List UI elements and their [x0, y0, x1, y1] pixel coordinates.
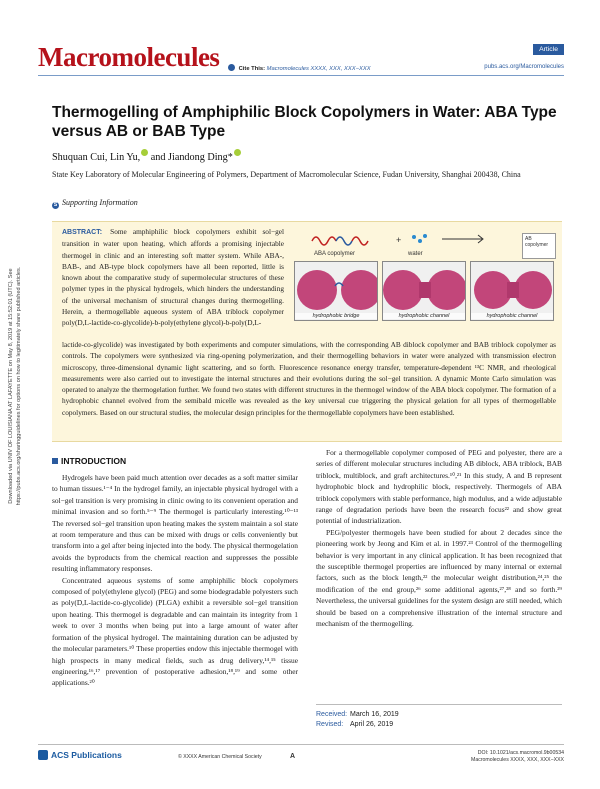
- cite-value: Macromolecules XXXX, XXX, XXX−XXX: [266, 66, 371, 72]
- article-type-badge: Article: [533, 44, 564, 55]
- acs-publications-logo[interactable]: [38, 750, 122, 760]
- supporting-info-icon: S: [53, 202, 58, 208]
- toc-label-water: water: [408, 251, 423, 257]
- acs-logo-icon: [38, 750, 48, 760]
- doi-link[interactable]: DOI: 10.1021/acs.macromol.9b00534: [477, 750, 564, 756]
- toc-legend-text: AB copolymer: [525, 236, 549, 248]
- toc-panel-channel-2: [470, 261, 554, 321]
- polymer-chain-icon: [336, 237, 352, 245]
- page-number: A: [290, 753, 296, 760]
- body-column-right: [316, 447, 562, 630]
- revised-label: Revised:: [316, 721, 344, 728]
- orcid-icon[interactable]: [141, 149, 148, 156]
- polymer-chain-icon: [352, 237, 368, 245]
- cite-this[interactable]: [228, 64, 371, 72]
- paragraph: For a thermogellable copolymer composed of PEG and polyester, there are a series of different molecular structures including AB diblock, ABA triblock, BAB triblock, multiblock, and graft architectures.¹⁰,²¹ In this study, A and B represent hydrophobic block and hydrophilic block, respectively. Thermogels of ABA triblock copolymers with stable performance, high modulus, and a wide adjustable range of degradation periods have been the research focus²² and show great potential of industrialization.: [316, 448, 562, 526]
- section-marker-icon: [52, 458, 58, 464]
- toc-panel-channel: [382, 261, 466, 321]
- received-label: Received:: [316, 711, 348, 718]
- toc-graphic: [292, 227, 558, 335]
- abstract-text-top: [62, 226, 284, 329]
- author[interactable]: Lin Yu,: [110, 152, 141, 163]
- polymer-chain-icon: [312, 237, 336, 245]
- publisher-name: ACS Publications: [51, 750, 122, 760]
- section-heading-introduction: [52, 456, 126, 466]
- paragraph: Hydrogels have been paid much attention over decades as a soft matter similar to human tissues.¹⁻⁴ In the hydrogel family, an injectable physical hydrogel with a sol−gel transition is very promising in clinic owing to its convenient operation and minimal invasion and so forth.⁵⁻⁹ The thermogel is particularly interesting.¹⁰⁻¹³ The reversed sol−gel transition upon heating makes the system maintain a sol state at room temperature and thus can be mixed with drugs or cells conveniently but transform into a gel after being injected into the body. The physical thermogelation avoids the byproducts from the chemical reaction and suppresses the possible resulting inflammatory responses.: [52, 473, 298, 574]
- abstract-box: [52, 221, 562, 442]
- received-date: March 16, 2019: [350, 711, 399, 718]
- article-title: Thermogelling of Amphiphilic Block Copolymers in Water: ABA Type versus AB or BAB Type: [52, 104, 557, 140]
- journal-site-link[interactable]: pubs.acs.org/Macromolecules: [484, 64, 564, 70]
- supporting-info-link[interactable]: [52, 198, 138, 209]
- abstract-label: ABSTRACT:: [62, 229, 103, 236]
- abstract-body-bottom: lactide-co-glycolide) was investigated by both experiments and computer simulations, with the corresponding AB diblock copolymer and BAB triblock copolymer as controls. The copolymers were synthesized via ring-opening polymerization, and their thermogelling behaviors in water were analyzed with transmission electron microscopy, three-dimensional dynamic light scattering, and so forth. Fluorescence resonance energy transfer, temperature-dependent ¹³C NMR, and rheological measurements were also carried out to investigate the internal structures and their evolutions during the sol−gel transition. A dynamic Monte Carlo simulation was operated to analyze the thermogelation further. We found two states with different structures in the thermogel window of the ABA block copolymer. The formation of a hydrophobic channel evolved from the semibald micelle was revealed as the key universal cue triggering the physical gelation for all types of thermogellable copolymers. Based on our structural studies, the molecular design principles for the thermogellable copolymers have been established.: [62, 340, 556, 417]
- author-list: [52, 149, 241, 163]
- body-column-left: [52, 472, 298, 689]
- affiliation: State Key Laboratory of Molecular Engineering of Polymers, Department of Macromolecular Science, Fudan University, Shanghai 200438, China: [52, 170, 521, 179]
- water-molecule-icon: [418, 239, 422, 243]
- revised-date: April 26, 2019: [350, 721, 394, 728]
- toc-panel-label: hydrophobic channel: [383, 313, 465, 319]
- orcid-icon[interactable]: [234, 149, 241, 156]
- cite-label: Cite This:: [238, 66, 266, 72]
- header-divider: [38, 75, 564, 76]
- journal-title[interactable]: Macromolecules: [38, 42, 220, 72]
- footer-divider: [38, 744, 564, 745]
- page-footer: [38, 748, 564, 770]
- abstract-body-top: Some amphiphilic block copolymers exhibit sol−gel transition in water upon heating, which affords a promising injectable thermogel in clinic and an interesting soft matter system. While ABA-, BAB-, and AB-type block copolymers have all been reported, little is known about the comparative study of supermolecular structures of these polymer types in the physical hydrogels, which hinders the understanding of the universal mechanism of structural changes during thermogelling. Herein, a thermogellable aqueous system of ABA triblock copolymer poly(D,L-lactide-co-glycolide)-b-poly(ethylene glycol)-b-poly(D,L-: [62, 227, 285, 328]
- article-dates: [316, 704, 562, 730]
- paragraph: Concentrated aqueous systems of some amphiphilic block copolymers composed of poly(ethylene glycol) (PEG) and some biodegradable polyesters such as poly(D,L-lactide-co-glycolide) (PLGA) exhibit a reversible sol−gel transition upon heating. This thermogel is degradable and can maintain its integrity from 1 week to over 3 months when being put into a large amount of water after formation of the physical hydrogel. The maintaining duration can be adjusted by the molecular parameters.¹⁰ These properties endow this injectable thermogel with high prospects in many medical fields, such as drug delivery,¹⁴,¹⁵ tissue engineering,¹⁶,¹⁷ prevention of postoperative adhesion,¹⁸,¹⁹ and some other applications.²⁰: [52, 575, 298, 688]
- download-notice-text: Downloaded via UNIV OF LOUISIANA AT LAFAYETTE on May 8, 2019 at 15:52:01 (UTC). See https://pubs.acs.org/sharingguidelines for options on how to legitimately share published articles.: [8, 266, 22, 506]
- author[interactable]: and Jiandong Ding*: [150, 152, 233, 163]
- toc-panel-bridge: [294, 261, 378, 321]
- download-notice: [3, 240, 27, 540]
- author[interactable]: Shuquan Cui,: [52, 152, 108, 163]
- cite-icon: [228, 64, 235, 71]
- toc-panel-label: hydrophobic bridge: [295, 313, 377, 319]
- copyright: © XXXX American Chemical Society: [178, 754, 262, 760]
- arrow-icon: [442, 235, 483, 243]
- water-molecule-icon: [423, 234, 427, 238]
- paragraph: PEG/polyester thermogels have been studied for about 2 decades since the pioneering work by Jeong and Kim et al. in 1997.²³ Control of the thermogelling behavior is very important in any clinical application. It has been recognized that the susceptible thermogel properties are influenced by many internal or external factors, such as the block length,²² the molecular weight distribution,²⁴,²⁵ the modification of the end group,²⁶ some additional agents,²⁷,²⁸ and so forth.²⁹ Nevertheless, the universal guidelines for the system design are still needed, which should be based on a comprehensive illustration of the internal structure and mechanism of the thermogelling.: [316, 527, 562, 629]
- section-heading-text: INTRODUCTION: [61, 456, 127, 466]
- doi-block: [471, 750, 564, 764]
- plus-sign: +: [396, 235, 402, 245]
- water-molecule-icon: [412, 235, 416, 239]
- toc-panel-label: hydrophobic channel: [471, 313, 553, 319]
- supporting-info-label: Supporting Information: [62, 198, 138, 207]
- footer-citation: Macromolecules XXXX, XXX, XXX−XXX: [471, 757, 564, 763]
- toc-label-polymer: ABA copolymer: [314, 251, 356, 257]
- journal-header: [38, 42, 564, 74]
- toc-legend: [522, 233, 556, 259]
